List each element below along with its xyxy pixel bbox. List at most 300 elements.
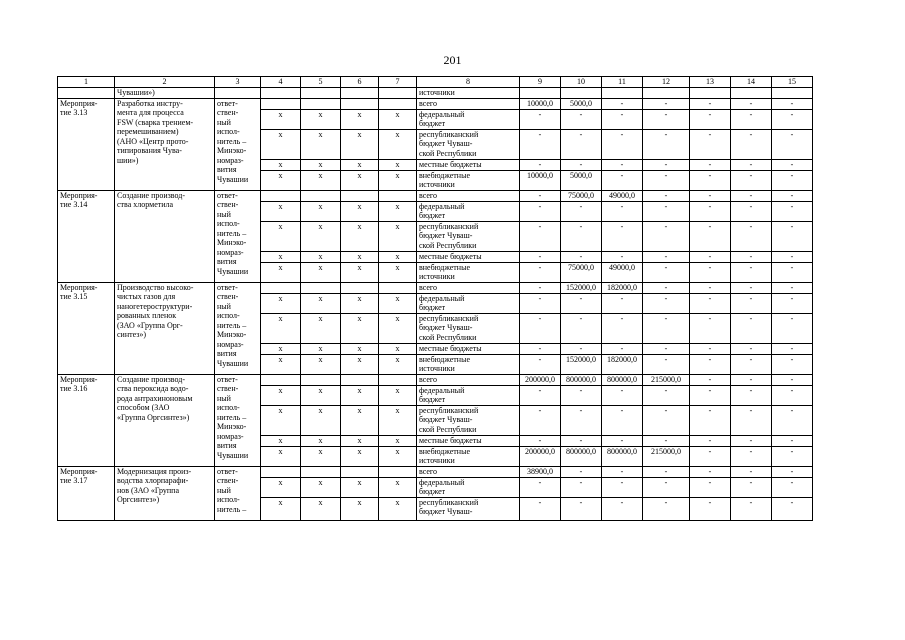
x-mark-cell: х	[341, 446, 379, 466]
funding-source-line: местные бюджеты	[419, 435, 482, 445]
x-mark-cell: х	[261, 221, 301, 251]
amount-cell: -	[602, 385, 643, 405]
amount-cell: -	[690, 129, 731, 159]
amount-cell: -	[731, 385, 772, 405]
funding-source-line: местные бюджеты	[419, 343, 482, 353]
x-mark-cell: х	[379, 477, 417, 497]
amount-cell: -	[731, 129, 772, 159]
empty-cell	[520, 87, 561, 98]
amount-cell: -	[520, 293, 561, 313]
amount-cell: -	[731, 170, 772, 190]
funding-source-line: бюджет	[419, 395, 446, 404]
amount-cell: -	[643, 190, 690, 201]
amount-cell: 215000,0	[643, 446, 690, 466]
funding-source-cell	[417, 313, 520, 343]
amount-cell: -	[772, 313, 813, 343]
amount-cell: -	[602, 435, 643, 446]
x-mark-cell: х	[341, 251, 379, 262]
empty-cell	[261, 190, 301, 201]
x-mark-cell: х	[341, 477, 379, 497]
x-mark-cell: х	[301, 293, 341, 313]
table-row	[58, 282, 813, 293]
x-mark-cell: х	[341, 405, 379, 435]
amount-cell: -	[561, 109, 602, 129]
amount-cell: 182000,0	[602, 282, 643, 293]
funding-source-line: источники	[419, 364, 455, 373]
amount-cell: 152000,0	[561, 282, 602, 293]
event-description-line: водства хлорпарафи-	[117, 476, 189, 485]
column-number: 2	[115, 77, 215, 88]
amount-cell: -	[772, 190, 813, 201]
funding-source-line: бюджет	[419, 487, 446, 496]
amount-cell: -	[561, 343, 602, 354]
x-mark-cell: х	[261, 497, 301, 520]
event-description-line: нов (ЗАО «Группа	[117, 485, 180, 495]
event-number-line: Мероприя-	[60, 466, 98, 476]
amount-cell: -	[643, 159, 690, 170]
event-number-line: Мероприя-	[60, 282, 98, 292]
amount-cell: -	[772, 251, 813, 262]
responsible-line: испол-	[217, 495, 240, 504]
amount-cell: -	[772, 262, 813, 282]
amount-cell: -	[520, 343, 561, 354]
amount-cell: -	[643, 262, 690, 282]
amount-cell: 5000,0	[561, 98, 602, 109]
x-mark-cell: х	[341, 354, 379, 374]
column-number: 5	[301, 77, 341, 88]
responsible-line: ный	[217, 117, 231, 127]
empty-cell	[301, 374, 341, 385]
amount-cell: -	[643, 435, 690, 446]
funding-source-cell	[417, 446, 520, 466]
amount-cell: -	[602, 159, 643, 170]
x-mark-cell: х	[301, 129, 341, 159]
responsible-line: ный	[217, 209, 231, 219]
table-row	[58, 466, 813, 477]
amount-cell: -	[561, 129, 602, 159]
responsible-line: номраз-	[217, 339, 244, 349]
amount-cell: -	[643, 354, 690, 374]
funding-source-cell	[417, 466, 520, 477]
amount-cell: -	[731, 477, 772, 497]
table-row	[58, 98, 813, 109]
x-mark-cell: х	[301, 446, 341, 466]
empty-cell	[379, 466, 417, 477]
event-number-cell	[58, 98, 115, 190]
empty-cell	[561, 87, 602, 98]
empty-cell	[602, 87, 643, 98]
page-number: 201	[443, 53, 462, 67]
amount-cell: -	[731, 190, 772, 201]
event-description-line: Создание производ-	[117, 190, 186, 200]
x-mark-cell: х	[261, 129, 301, 159]
amount-cell: -	[643, 282, 690, 293]
responsible-line: Чувашии	[217, 174, 249, 184]
responsible-cell	[215, 98, 261, 190]
responsible-cell	[215, 374, 261, 466]
x-mark-cell: х	[379, 109, 417, 129]
amount-cell: -	[690, 313, 731, 343]
empty-cell	[261, 87, 301, 98]
funding-source-line: бюджет	[419, 211, 446, 220]
responsible-cell	[215, 190, 261, 282]
funding-source-line: источники	[419, 272, 455, 281]
responsible-line: ный	[217, 393, 231, 403]
x-mark-cell: х	[341, 170, 379, 190]
amount-cell: -	[690, 405, 731, 435]
amount-cell: -	[602, 313, 643, 343]
amount-cell: -	[602, 343, 643, 354]
column-number: 10	[561, 77, 602, 88]
event-number-line: Мероприя-	[60, 374, 98, 384]
amount-cell: -	[731, 293, 772, 313]
amount-cell: 800000,0	[561, 446, 602, 466]
amount-cell: -	[602, 129, 643, 159]
amount-cell: -	[690, 343, 731, 354]
column-number: 15	[772, 77, 813, 88]
amount-cell: -	[643, 313, 690, 343]
source-cell: источники	[417, 87, 520, 98]
responsible-line: номраз-	[217, 431, 244, 441]
funding-source-cell	[417, 170, 520, 190]
amount-cell: -	[520, 251, 561, 262]
empty-cell	[341, 374, 379, 385]
funding-source-line: местные бюджеты	[419, 251, 482, 261]
amount-cell: -	[772, 98, 813, 109]
x-mark-cell: х	[261, 251, 301, 262]
x-mark-cell: х	[301, 159, 341, 170]
x-mark-cell: х	[261, 109, 301, 129]
funding-source-line: федеральный	[419, 477, 465, 487]
amount-cell: -	[643, 405, 690, 435]
amount-cell: 182000,0	[602, 354, 643, 374]
event-description-line: синтез»)	[117, 330, 147, 339]
empty-cell	[261, 466, 301, 477]
amount-cell: -	[731, 159, 772, 170]
responsible-line: нитель –	[217, 228, 247, 238]
x-mark-cell: х	[301, 343, 341, 354]
amount-cell: -	[690, 477, 731, 497]
amount-cell: 800000,0	[602, 374, 643, 385]
funding-source-line: всего	[419, 374, 438, 384]
empty-cell	[772, 87, 813, 98]
x-mark-cell: х	[261, 446, 301, 466]
amount-cell: 5000,0	[561, 170, 602, 190]
x-mark-cell: х	[261, 313, 301, 343]
amount-cell: 800000,0	[561, 374, 602, 385]
amount-cell: -	[731, 262, 772, 282]
x-mark-cell: х	[341, 343, 379, 354]
empty-cell	[301, 466, 341, 477]
amount-cell: -	[690, 170, 731, 190]
x-mark-cell: х	[341, 262, 379, 282]
amount-cell: -	[690, 497, 731, 520]
amount-cell: -	[602, 201, 643, 221]
x-mark-cell: х	[301, 354, 341, 374]
x-mark-cell: х	[261, 343, 301, 354]
responsible-line: испол-	[217, 127, 240, 136]
x-mark-cell: х	[261, 405, 301, 435]
amount-cell: -	[561, 159, 602, 170]
event-description-cell	[115, 98, 215, 190]
x-mark-cell: х	[341, 109, 379, 129]
amount-cell: -	[520, 221, 561, 251]
amount-cell: -	[520, 354, 561, 374]
responsible-line: испол-	[217, 219, 240, 228]
event-description-line: чистых газов для	[117, 292, 176, 301]
event-description-line: (ЗАО «Группа Орг-	[117, 320, 183, 330]
amount-cell: -	[520, 435, 561, 446]
x-mark-cell: х	[261, 477, 301, 497]
amount-cell: -	[643, 293, 690, 313]
amount-cell: -	[520, 282, 561, 293]
event-description-line: шии»)	[117, 155, 139, 165]
x-mark-cell: х	[379, 405, 417, 435]
amount-cell: -	[643, 385, 690, 405]
amount-cell: -	[772, 354, 813, 374]
amount-cell: -	[731, 221, 772, 251]
event-description-line: FSW (сварка трением-	[117, 117, 194, 127]
amount-cell: -	[772, 497, 813, 520]
empty-cell	[643, 87, 690, 98]
empty-cell	[341, 190, 379, 201]
amount-cell: -	[690, 466, 731, 477]
empty-cell	[379, 374, 417, 385]
amount-cell: -	[520, 477, 561, 497]
responsible-line: нитель –	[217, 320, 247, 330]
funding-source-line: ской Республики	[419, 148, 477, 158]
funding-source-cell	[417, 343, 520, 354]
responsible-cell	[215, 282, 261, 374]
continuation-row	[58, 87, 813, 98]
x-mark-cell: х	[261, 201, 301, 221]
funding-source-line: местные бюджеты	[419, 159, 482, 169]
amount-cell: 200000,0	[520, 374, 561, 385]
amount-cell: -	[731, 343, 772, 354]
event-number-line: тие 3.17	[60, 476, 88, 485]
x-mark-cell: х	[301, 262, 341, 282]
funding-source-cell	[417, 159, 520, 170]
funding-source-cell	[417, 282, 520, 293]
responsible-line: ный	[217, 301, 231, 311]
funding-source-line: внебюджетные	[419, 170, 470, 180]
amount-cell: -	[690, 293, 731, 313]
x-mark-cell: х	[261, 159, 301, 170]
funding-source-line: республиканский	[419, 129, 479, 139]
x-mark-cell: х	[379, 446, 417, 466]
table-row	[58, 190, 813, 201]
empty-cell	[379, 98, 417, 109]
amount-cell: -	[772, 343, 813, 354]
x-mark-cell: х	[301, 313, 341, 343]
amount-cell: -	[561, 385, 602, 405]
event-number-cell	[58, 190, 115, 282]
responsible-line: Чувашии	[217, 358, 249, 368]
funding-source-cell	[417, 477, 520, 497]
funding-source-cell	[417, 262, 520, 282]
amount-cell: -	[643, 477, 690, 497]
x-mark-cell: х	[341, 221, 379, 251]
empty-cell	[58, 87, 115, 98]
amount-cell: -	[690, 385, 731, 405]
description-cell: Чувашии»)	[115, 87, 215, 98]
amount-cell: -	[731, 435, 772, 446]
responsible-line: номраз-	[217, 247, 244, 257]
responsible-line: Минэко-	[217, 422, 247, 431]
responsible-line: нитель –	[217, 136, 247, 146]
funding-source-cell	[417, 385, 520, 405]
x-mark-cell: х	[341, 129, 379, 159]
funding-source-line: всего	[419, 466, 438, 476]
column-number: 11	[602, 77, 643, 88]
amount-cell: -	[731, 446, 772, 466]
amount-cell: -	[731, 405, 772, 435]
funding-source-line: источники	[419, 180, 455, 189]
event-description-line: способом (ЗАО	[117, 403, 170, 412]
amount-cell: -	[602, 293, 643, 313]
amount-cell: -	[643, 129, 690, 159]
funding-source-line: всего	[419, 282, 438, 292]
amount-cell: -	[690, 262, 731, 282]
amount-cell: -	[731, 109, 772, 129]
responsible-line: ный	[217, 485, 231, 495]
funding-source-line: всего	[419, 190, 438, 200]
funding-source-cell	[417, 251, 520, 262]
table-row	[58, 374, 813, 385]
amount-cell: -	[731, 354, 772, 374]
amount-cell: -	[602, 466, 643, 477]
column-number: 9	[520, 77, 561, 88]
amount-cell: -	[520, 385, 561, 405]
column-number: 14	[731, 77, 772, 88]
amount-cell: -	[731, 497, 772, 520]
event-description-line: наногетероструктури-	[117, 301, 193, 311]
event-description-line: мента для процесса	[117, 108, 184, 117]
amount-cell: -	[602, 405, 643, 435]
x-mark-cell: х	[261, 170, 301, 190]
responsible-line: вития	[217, 165, 237, 174]
event-description-line: Производство высоко-	[117, 282, 194, 292]
event-description-cell	[115, 282, 215, 374]
empty-cell	[301, 87, 341, 98]
amount-cell: -	[772, 293, 813, 313]
x-mark-cell: х	[379, 313, 417, 343]
amount-cell: -	[643, 201, 690, 221]
responsible-line: вития	[217, 441, 237, 450]
amount-cell: 49000,0	[602, 262, 643, 282]
amount-cell: -	[643, 170, 690, 190]
amount-cell: -	[690, 109, 731, 129]
funding-source-line: ской Республики	[419, 240, 477, 250]
column-number: 4	[261, 77, 301, 88]
amount-cell: -	[643, 497, 690, 520]
empty-cell	[301, 190, 341, 201]
event-description-line: Создание производ-	[117, 374, 186, 384]
x-mark-cell: х	[261, 385, 301, 405]
amount-cell: -	[643, 343, 690, 354]
x-mark-cell: х	[379, 435, 417, 446]
empty-cell	[379, 190, 417, 201]
amount-cell: -	[690, 282, 731, 293]
responsible-line: ствен-	[217, 200, 239, 209]
amount-cell: 49000,0	[602, 190, 643, 201]
column-number: 8	[417, 77, 520, 88]
column-number: 12	[643, 77, 690, 88]
empty-cell	[341, 98, 379, 109]
x-mark-cell: х	[341, 293, 379, 313]
x-mark-cell: х	[379, 385, 417, 405]
event-description-line: «Группа Оргсинтез»)	[117, 412, 190, 422]
amount-cell: -	[731, 313, 772, 343]
column-number: 1	[58, 77, 115, 88]
event-description-line: Модернизация произ-	[117, 466, 192, 476]
funding-source-cell	[417, 405, 520, 435]
amount-cell: -	[520, 405, 561, 435]
amount-cell: -	[602, 109, 643, 129]
event-number-line: тие 3.15	[60, 292, 88, 301]
amount-cell: -	[690, 446, 731, 466]
amount-cell: 75000,0	[561, 190, 602, 201]
responsible-line: ответ-	[217, 190, 238, 200]
amount-cell: -	[690, 354, 731, 374]
amount-cell: -	[772, 282, 813, 293]
amount-cell: -	[561, 251, 602, 262]
x-mark-cell: х	[379, 221, 417, 251]
x-mark-cell: х	[301, 405, 341, 435]
funding-source-line: бюджет	[419, 119, 446, 128]
x-mark-cell: х	[379, 201, 417, 221]
amount-cell: -	[561, 466, 602, 477]
amount-cell: -	[520, 129, 561, 159]
x-mark-cell: х	[379, 293, 417, 313]
amount-cell: -	[561, 221, 602, 251]
amount-cell: -	[731, 201, 772, 221]
x-mark-cell: х	[341, 313, 379, 343]
event-description-line: Разработка инстру-	[117, 98, 183, 108]
event-number-cell	[58, 374, 115, 466]
column-number: 13	[690, 77, 731, 88]
x-mark-cell: х	[301, 109, 341, 129]
responsible-line: вития	[217, 349, 237, 358]
amount-cell: -	[772, 405, 813, 435]
funding-source-line: республиканский	[419, 313, 479, 323]
funding-source-line: бюджет Чуваш-	[419, 139, 473, 148]
funding-source-line: бюджет Чуваш-	[419, 323, 473, 332]
amount-cell: -	[772, 129, 813, 159]
amount-cell: -	[561, 477, 602, 497]
amount-cell: -	[602, 221, 643, 251]
responsible-line: Чувашии	[217, 266, 249, 276]
event-number-line: Мероприя-	[60, 98, 98, 108]
funding-source-line: ской Республики	[419, 424, 477, 434]
funding-source-line: бюджет Чуваш-	[419, 231, 473, 240]
responsible-line: ответ-	[217, 374, 238, 384]
funding-source-line: республиканский	[419, 405, 479, 415]
responsible-line: нитель –	[217, 412, 247, 422]
amount-cell: 38900,0	[520, 466, 561, 477]
amount-cell: -	[772, 109, 813, 129]
x-mark-cell: х	[341, 385, 379, 405]
funding-source-cell	[417, 98, 520, 109]
empty-cell	[301, 98, 341, 109]
x-mark-cell: х	[379, 251, 417, 262]
responsible-line: ответ-	[217, 98, 238, 108]
funding-source-cell	[417, 497, 520, 520]
empty-cell	[215, 87, 261, 98]
event-description-line: типирования Чува-	[117, 146, 182, 155]
amount-cell: -	[731, 98, 772, 109]
x-mark-cell: х	[301, 251, 341, 262]
